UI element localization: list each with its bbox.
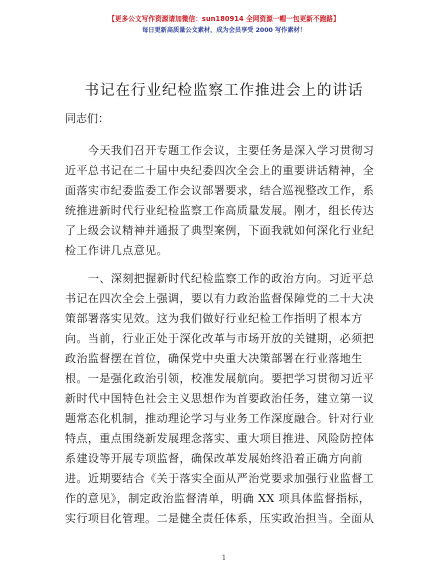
body-line: 检工作讲几点意见。 (65, 244, 169, 257)
body-line: 向。当前，行业正处于深化改革与市场开放的关键期，必须把 (65, 332, 375, 345)
promo-banner-line-1: 【更多公文写作资源请加微信：sun180914 全网资源一帽一包更新不跑路】 (108, 15, 340, 23)
document-title: 书记在行业纪检监察工作推进会上的讲话 (84, 83, 364, 99)
body-line: 书记在四次全会上强调，要以有力政治监督保障党的二十大决 (65, 292, 375, 305)
body-line: 新时代中国特色社会主义思想作为首要政治任务，建立第一议 (65, 392, 375, 405)
body-line: 面落实市纪委监委工作会议部署要求，结合巡视整改工作，系 (65, 184, 375, 197)
body-line: 今天我们召开专题工作会议，主要任务是深入学习贯彻习 (88, 144, 375, 157)
page-number: 1 (221, 554, 227, 562)
salutation: 同志们： (65, 112, 109, 125)
body-line: 根。一是强化政治引领，校准发展航向。要把学习贯彻习近平 (65, 372, 375, 385)
body-line: 进。近期要结合《关于落实全面从严治党要求加强行业监督工 (65, 472, 375, 485)
body-line: 了上级会议精神并通报了典型案例，下面我就如何深化行业纪 (65, 224, 375, 237)
body-line: 近平总书记在二十届中央纪委四次全会上的重要讲话精神，全 (65, 164, 375, 177)
body-line: 策部署落实见效。这为我们做好行业纪检工作指明了根本方 (65, 312, 363, 325)
body-line: 作的意见》，制定政治监督清单，明确 XX 项具体监督指标， (65, 492, 371, 505)
body-line: 系建设等开展专项监督，确保改革发展始终沿着正确方向前 (65, 452, 363, 465)
body-line: 一、深刻把握新时代纪检监察工作的政治方向。习近平总 (88, 272, 375, 285)
body-line: 实行项目化管理。二是健全责任体系，压实政治担当。全面从 (65, 512, 375, 525)
promo-banner-line-2: 每日更新高质量公文素材，成为会员享受 2000 写作素材！ (142, 27, 306, 34)
body-line: 政治监督摆在首位，确保党中央重大决策部署在行业落地生 (65, 352, 363, 365)
body-line: 统推进新时代行业纪检监察工作高质量发展。刚才，组长传达 (65, 204, 375, 217)
body-line: 题常态化机制，推动理论学习与业务工作深度融合。针对行业 (65, 412, 375, 425)
body-line: 特点，重点围绕新发展理念落实、重大项目推进、风险防控体 (65, 432, 375, 445)
